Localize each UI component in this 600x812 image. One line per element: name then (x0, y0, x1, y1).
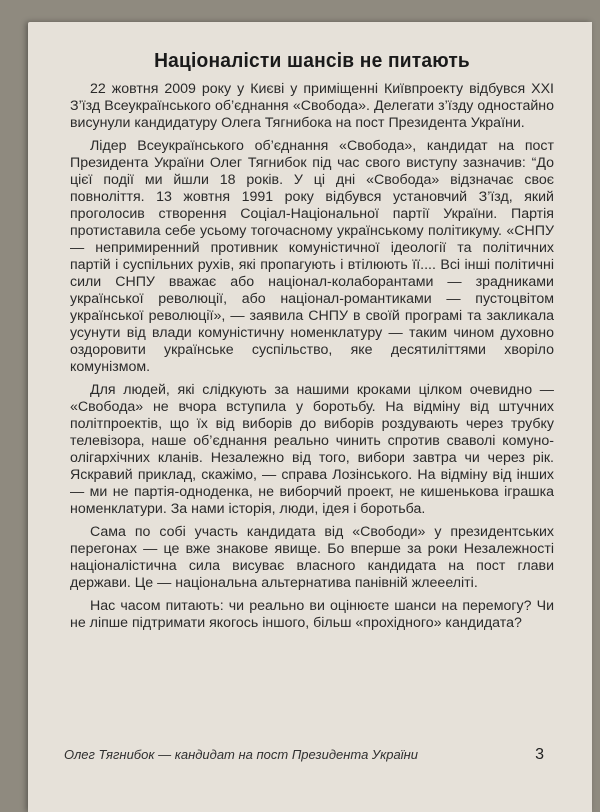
paragraph-3: Для людей, які слідкують за нашими кроками цілком очевидно — «Свобода» не вчора вступила у боротьбу. На відміну від штучних політпроектів, що їх від виборів до виборів роздувають через трубку телевізора, наше об’єднання реально чинить спротив сваволі комуно-олігархічних кланів. Незалежно від того, вибори завтра чи через рік. Яскравий приклад, скажімо, — справа Лозінського. На відміну від інших — ми не партія-одноденка, не виборчий проект, не кишенькова іграшка номенклатури. За нами історія, люди, ідея і боротьба. (70, 382, 554, 517)
paragraph-4: Сама по собі участь кандидата від «Свободи» у президентських перегонах — це вже знакове явище. Бо вперше за роки Незалежності націоналістична сила висуває власного кандидата на пост глави держави. Це — національна альтернатива панівній жлеееліті. (70, 524, 554, 591)
paragraph-1: 22 жовтня 2009 року у Києві у приміщенні Київпроекту відбувся XXI З’їзд Всеукраїнського об’єднання «Свобода». Делегати з’їзду одностайно висунули кандидатуру Олега Тягнибока на пост Президента України. (70, 81, 554, 131)
footer-caption: Олег Тягнибок — кандидат на пост Президента України (64, 747, 418, 762)
article-body (70, 81, 554, 632)
document-page (28, 22, 592, 812)
page-content (70, 50, 554, 638)
paragraph-5: Нас часом питають: чи реально ви оцінюєте шанси на перемогу? Чи не ліпше підтримати якогось іншого, більш «прохідного» кандидата? (70, 598, 554, 631)
article-title: Націоналісти шансів не питають (154, 50, 470, 72)
page-number: 3 (535, 746, 544, 763)
page-footer (64, 746, 544, 764)
paragraph-2: Лідер Всеукраїнського об’єднання «Свобода», кандидат на пост Президента України Олег Тягнибок під час свого виступу зазначив: “До цієї події ми йшли 18 років. У ці дні «Свобода» відзначає своє повноліття. 13 жовтня 1991 року відбувся установчий З’їзд, який проголосив створення Соціал-Національної партії України. Партія протиставила себе усьому тогочасному українському політикуму. «СНПУ — непримиренний противник комуністичної ідеології та політичних партій і суспільних рухів, які пропагують і втілюють її.... Всі інші політичні сили СНПУ вважає або націонал-колаборантами — зрадниками української революції, або націонал-романтиками — пустоцвітом української революції», — заявила СНПУ в своїй програмі та закликала усунути від влади комуністичну номенклатуру — таким чином духовно оздоровити українське суспільство, яке десятиліттями хворіло комунізмом. (70, 138, 554, 375)
